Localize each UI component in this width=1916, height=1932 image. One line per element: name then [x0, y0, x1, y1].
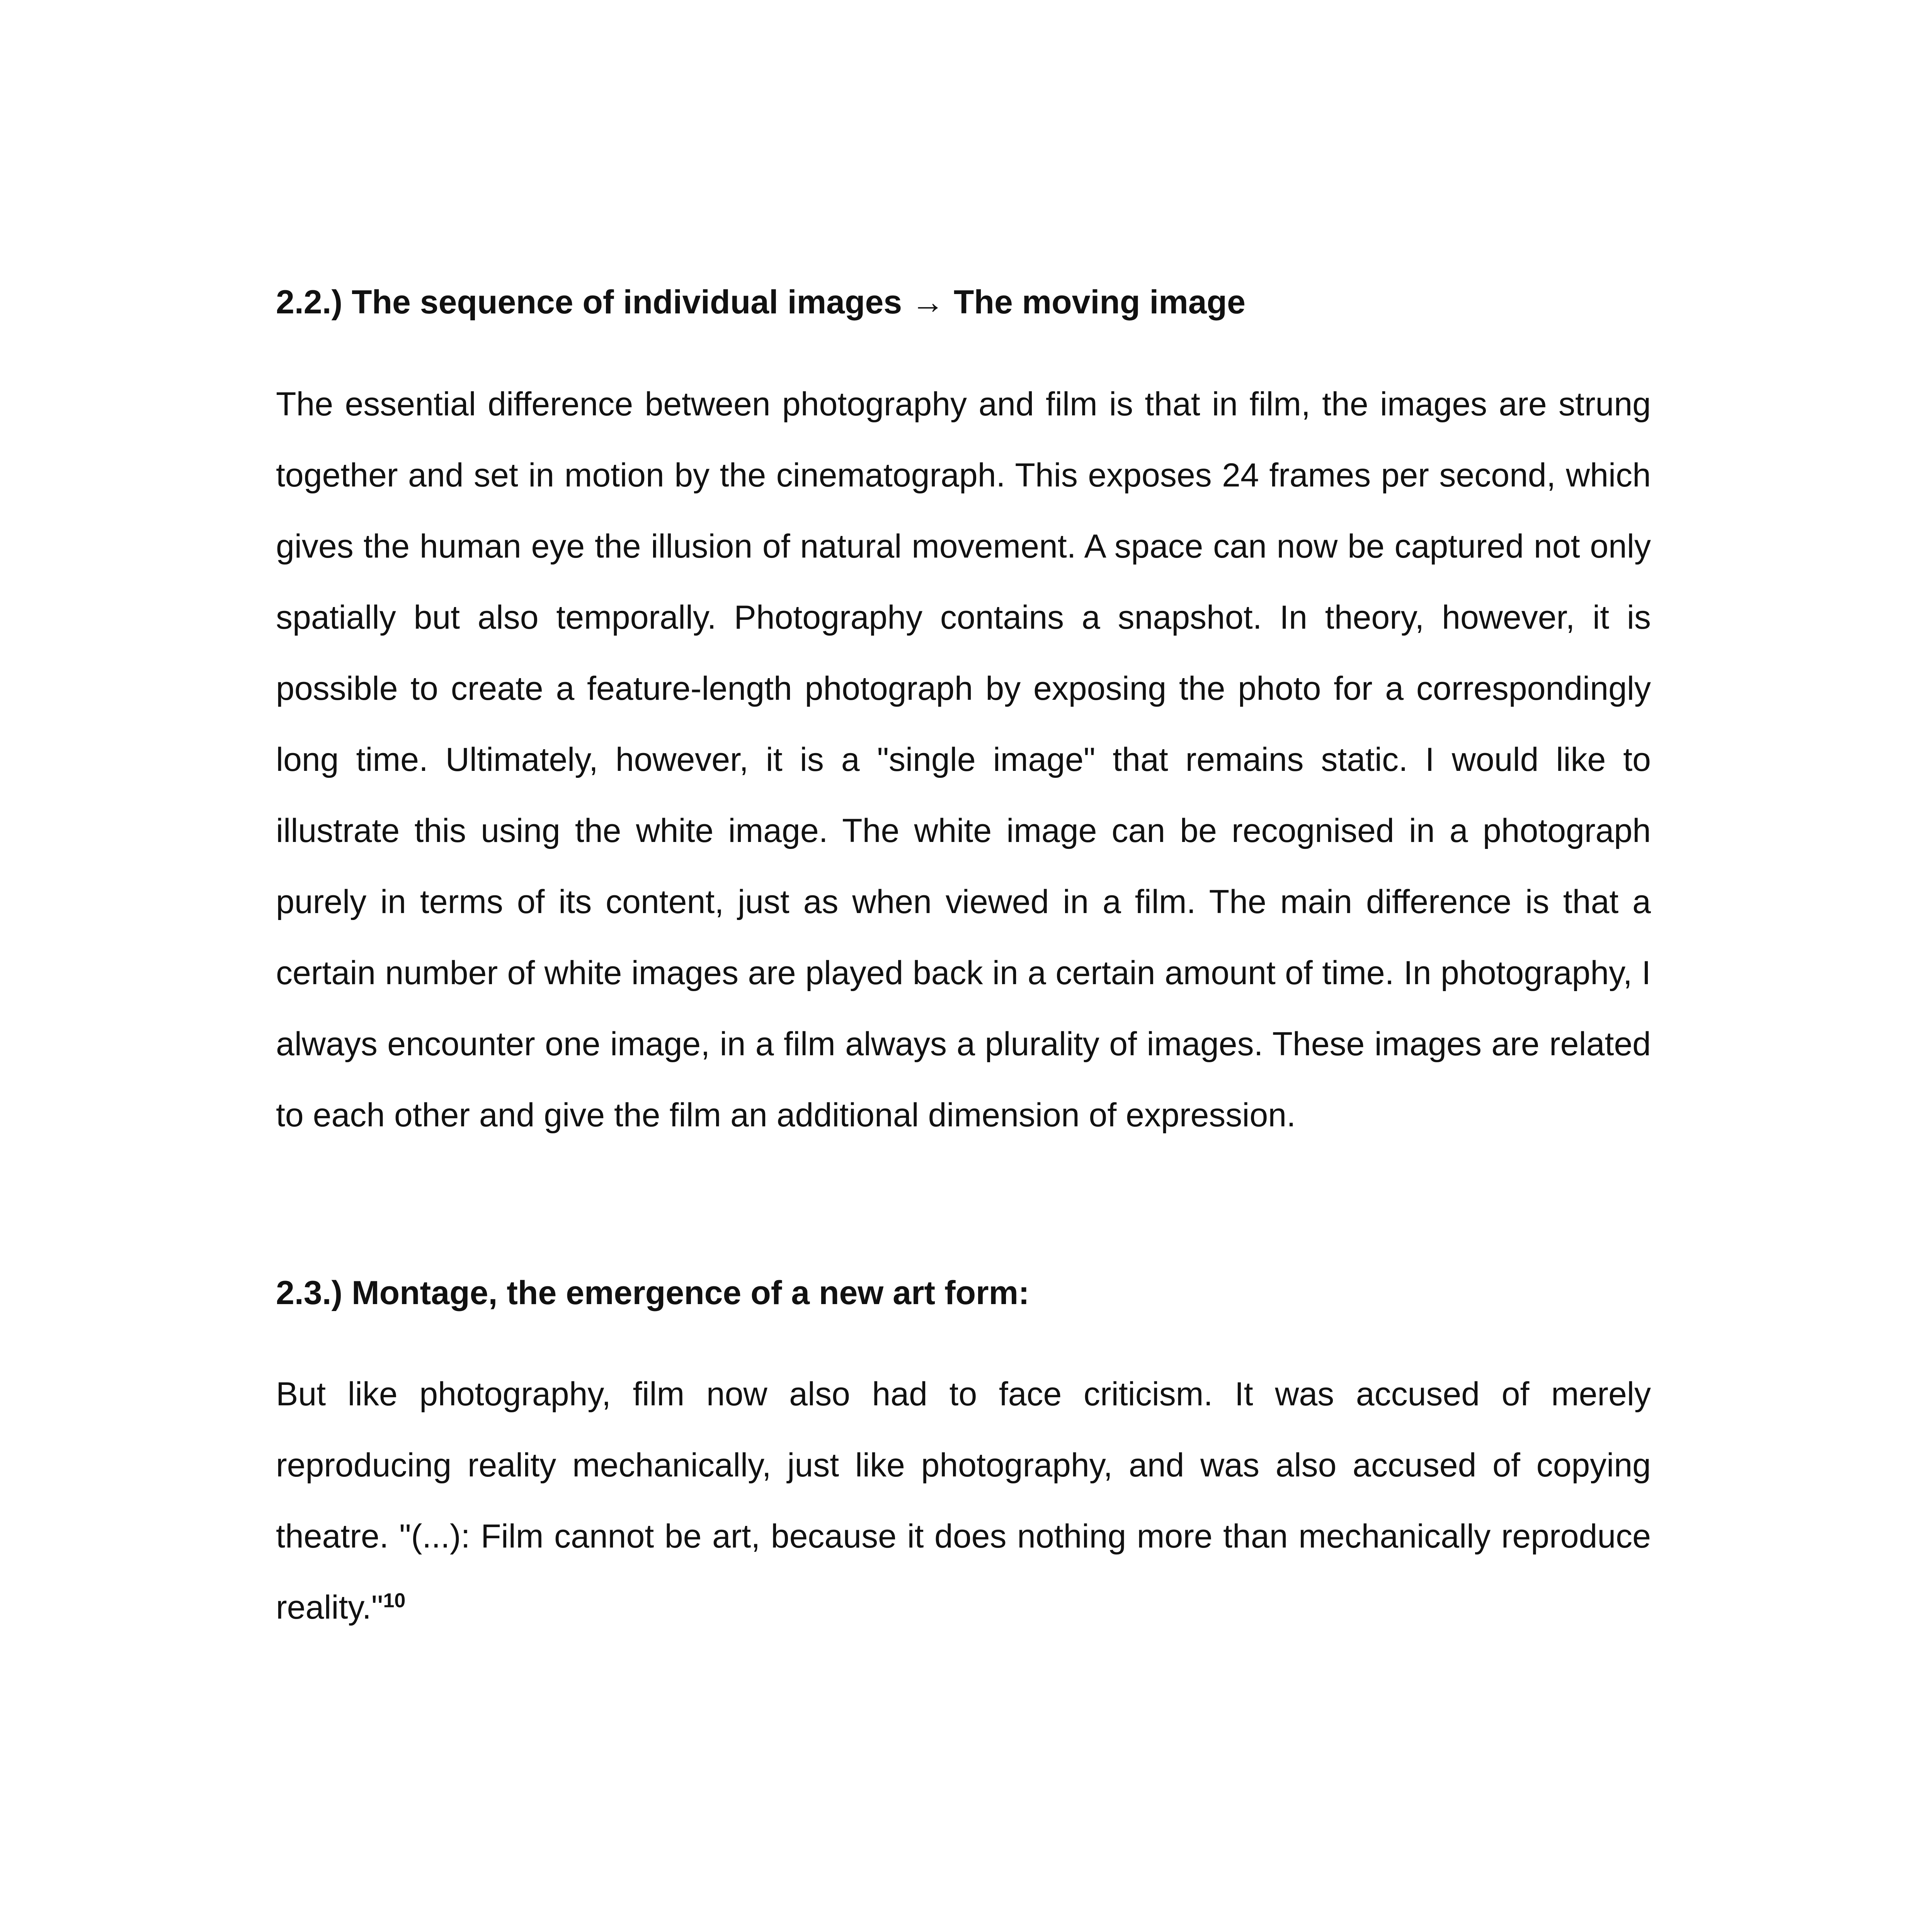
footnote-reference[interactable]: 10 — [383, 1589, 406, 1612]
section-2-3-paragraph-text: But like photography, film now also had to face criticism. It was accused of merely reproducing reality mechanically, just like photography, and was also accused of copying theatre. "(...): Film cannot be art, because it does nothing more than mechanically reproduce reality." — [276, 1376, 1651, 1626]
section-heading-2-2: 2.2.) The sequence of individual images → The moving image — [276, 284, 1246, 321]
section-2-2-paragraph: The essential difference between photography and film is that in film, the images are strung together and set in motion by the cinematograph. This exposes 24 frames per second, which gives the human eye the illusion of natural movement. A space can now be captured not only spatially but also temporally. Photography contains a snapshot. In theory, however, it is possible to create a feature-length photograph by exposing the photo for a correspondingly long time. Ultimately, however, it is a "single image" that remains static. I would like to illustrate this using the white image. The white image can be recognised in a photograph purely in terms of its content, just as when viewed in a film. The main difference is that a certain number of white images are played back in a certain amount of time. In photography, I always encounter one image, in a film always a plurality of images. These images are related to each other and give the film an additional dimension of expression. — [276, 386, 1651, 1134]
section-2-3-paragraph — [276, 1359, 1651, 1643]
section-heading-2-3: 2.3.) Montage, the emergence of a new art form: — [276, 1274, 1029, 1311]
